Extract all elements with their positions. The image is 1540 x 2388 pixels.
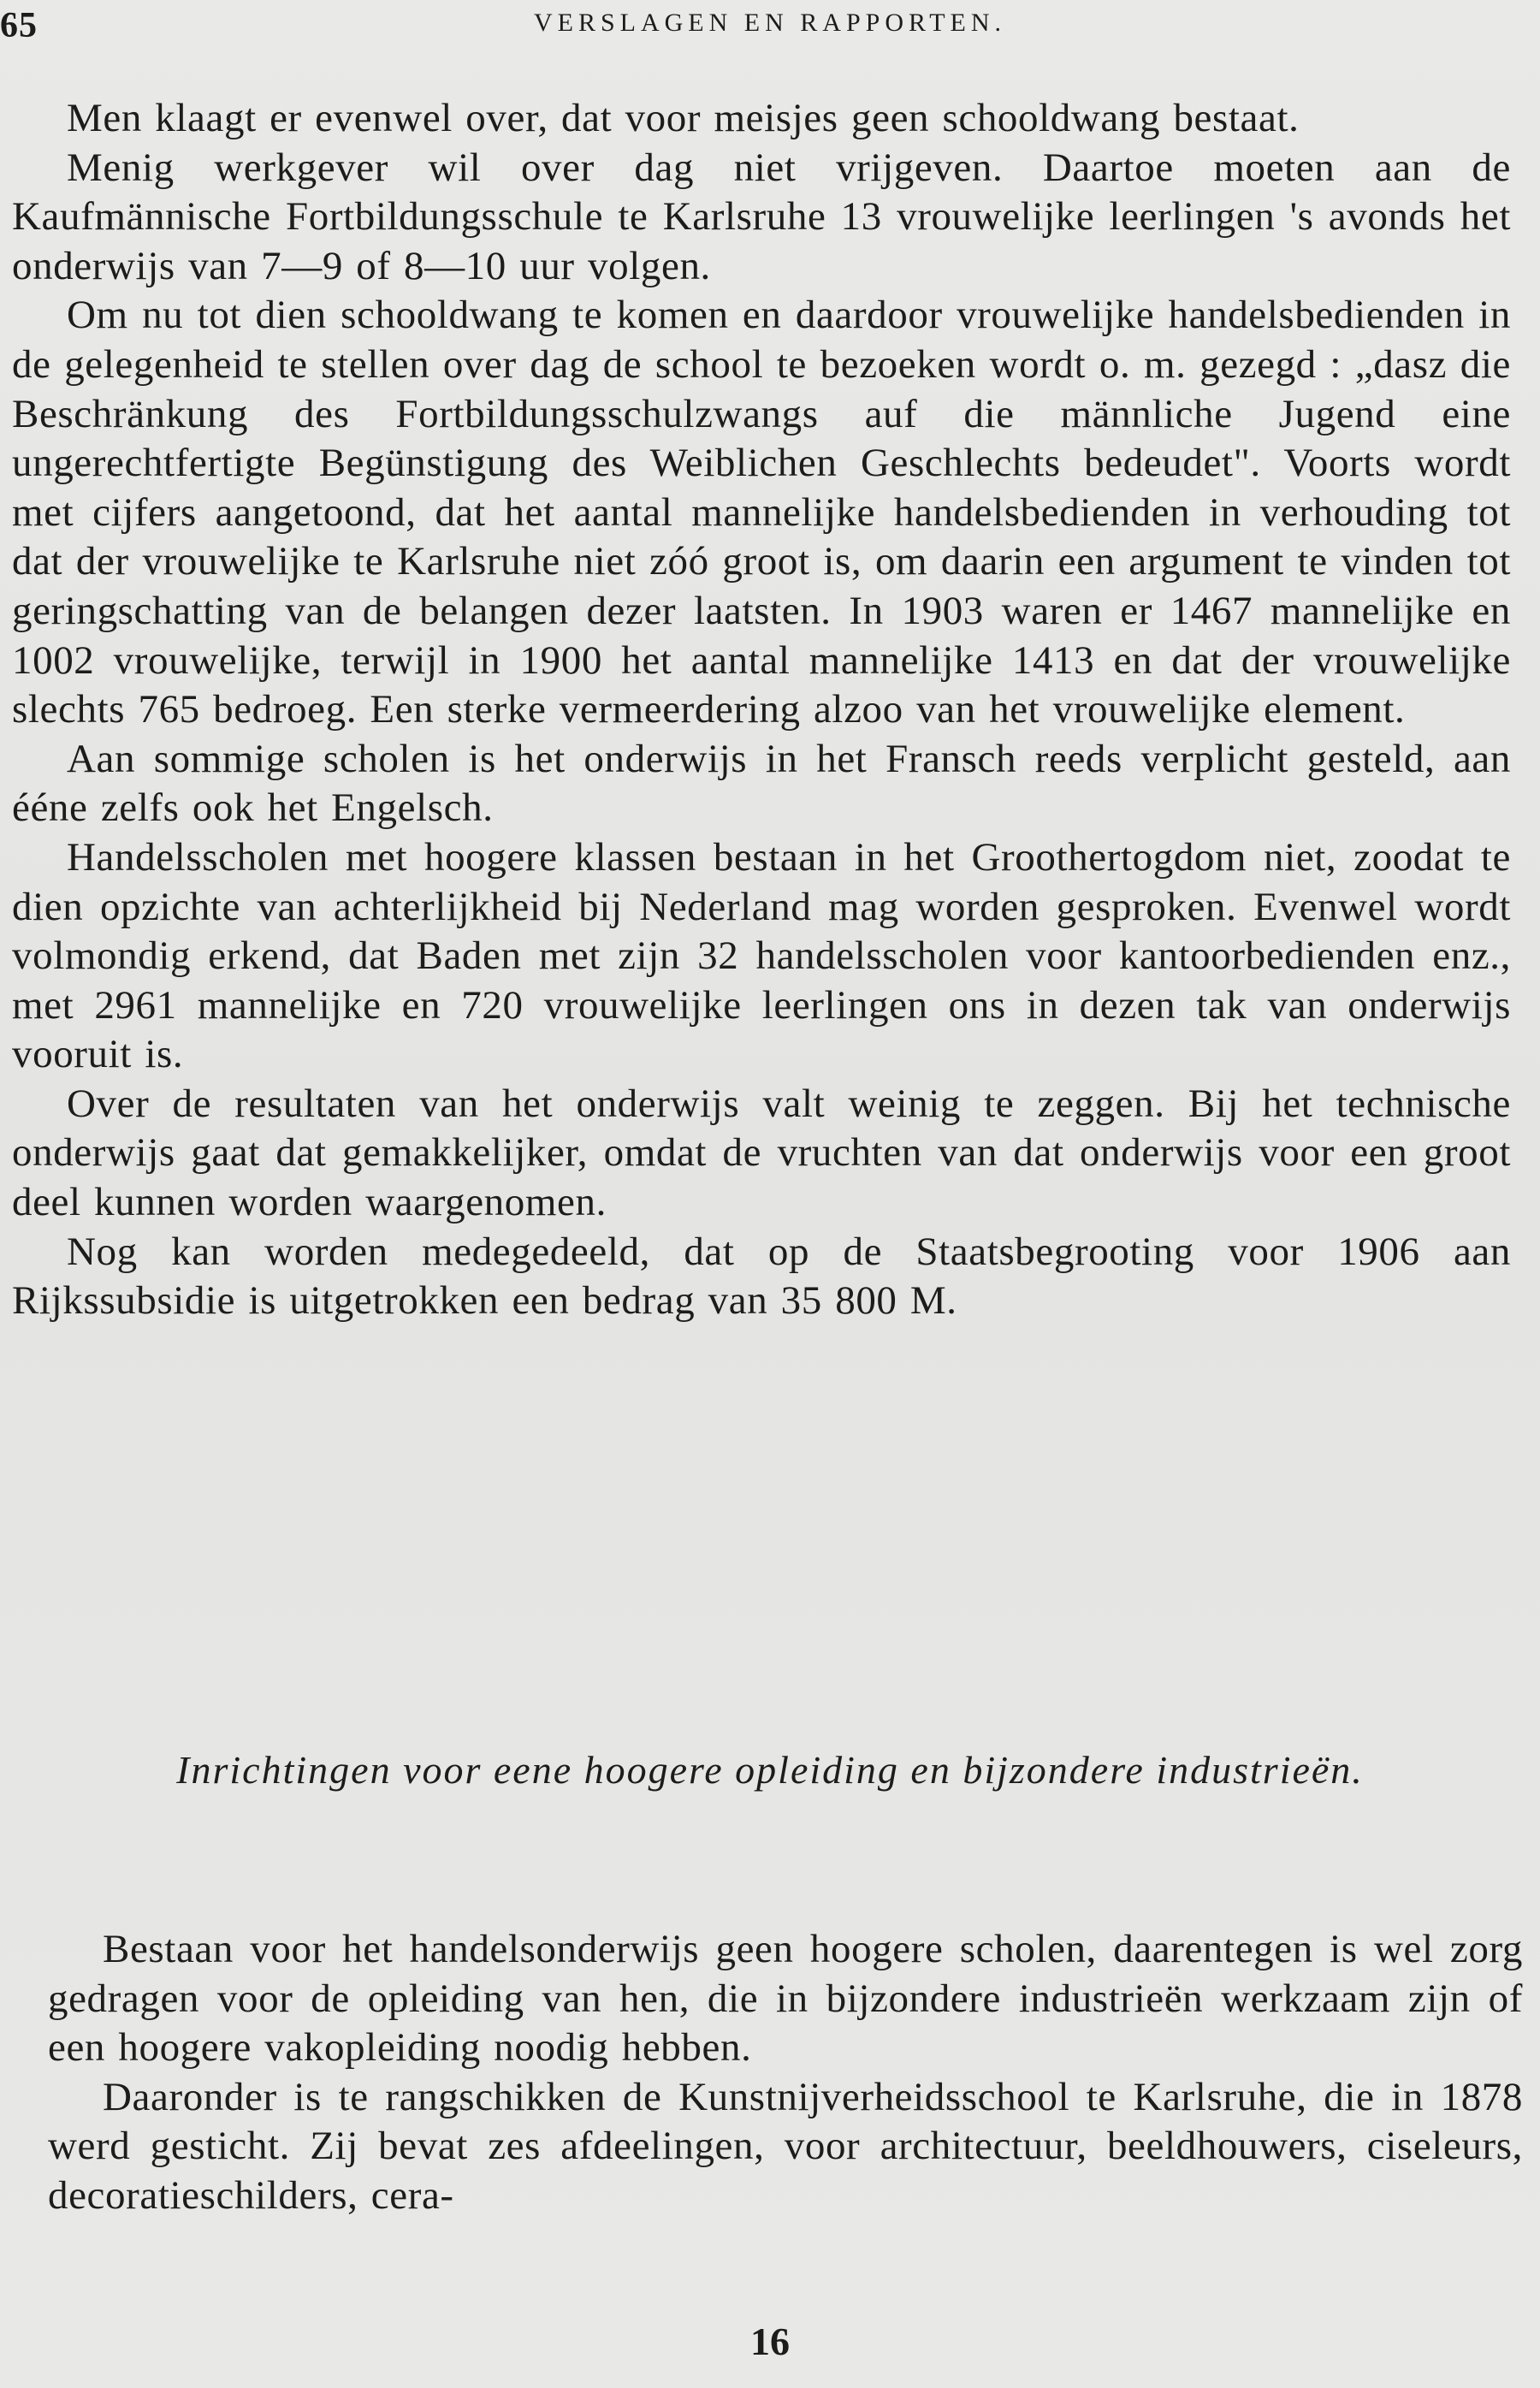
paragraph-5: Handelsscholen met hoogere klassen bestaan in het Groothertogdom niet, zoodat te dien opzichte van achterlijkheid bij Nederland mag worden gesproken. Evenwel wordt volmondig erkend, dat Baden met zijn 32 handelsscholen voor kantoorbedienden enz., met 2961 mannelijke en 720 vrouwelijke leerlingen ons in dezen tak van onderwijs vooruit is. [12,834,1511,1077]
page-header [0,5,1540,56]
paragraph-6: Over de resultaten van het onderwijs valt weinig te zeggen. Bij het technische onderwijs gaat dat gemakkelijker, omdat de vruchten van dat onderwijs voor een groot deel kunnen worden waargenomen. [12,1081,1511,1225]
paragraph-1: Men klaagt er evenwel over, dat voor meisjes geen schooldwang bestaat. [67,96,1300,140]
section-heading: Inrichtingen voor eene hoogere opleiding en bijzondere industrieën. [176,1748,1364,1792]
paragraph-4: Aan sommige scholen is het onderwijs in het Fransch reeds verplicht gesteld, aan ééne zelfs ook het Engelsch. [12,736,1511,831]
signature-mark: 16 [750,2320,790,2363]
paragraph-2: Menig werkgever wil over dag niet vrijgeven. Daartoe moeten aan de Kaufmännische Fortbildungsschule te Karlsruhe 13 vrouwelijke leerlingen 's avonds het onderwijs van 7—9 of 8—10 uur volgen. [12,145,1511,288]
paragraph-7: Nog kan worden medegedeeld, dat op de Staatsbegrooting voor 1906 aan Rijkssubsidie is uitgetrokken een bedrag van 35 800 M. [12,1229,1511,1324]
section-text [48,1925,1523,2221]
section-paragraph-1: Bestaan voor het handelsonderwijs geen hoogere scholen, daarentegen is wel zorg gedragen voor de opleiding van hen, die in bijzondere industrieën werkzaam zijn of een hoogere vakopleiding noodig hebben. [48,1927,1523,2071]
paragraph-3: Om nu tot dien schooldwang te komen en daardoor vrouwelijke handelsbedienden in de gelegenheid te stellen over dag de school te bezoeken wordt o. m. gezegd : „dasz die Beschränkung des Fortbildungsschulzwangs auf die männliche Jugend eine ungerechtfertigte Begünstigung des Weiblichen Geschlechts bedeudet". Voorts wordt met cijfers aangetoond, dat het aantal mannelijke handelsbedienden in verhouding tot dat der vrouwelijke te Karlsruhe niet zóó groot is, om daarin een argument te vinden tot geringschatting van de belangen dezer laatsten. In 1903 waren er 1467 mannelijke en 1002 vrouwelijke, terwijl in 1900 het aantal mannelijke 1413 en dat der vrouwelijke slechts 765 bedroeg. Een sterke vermeerdering alzoo van het vrouwelijke element. [12,293,1511,732]
main-text [12,94,1511,1326]
section-paragraph-2: Daaronder is te rangschikken de Kunstnijverheidsschool te Karlsruhe, die in 1878 werd gesticht. Zij bevat zes afdeelingen, voor architectuur, beeldhouwers, ciseleurs, decoratieschilders, cera- [48,2074,1523,2218]
running-head: VERSLAGEN EN RAPPORTEN. [533,9,1007,37]
page-number: 65 [0,6,38,45]
